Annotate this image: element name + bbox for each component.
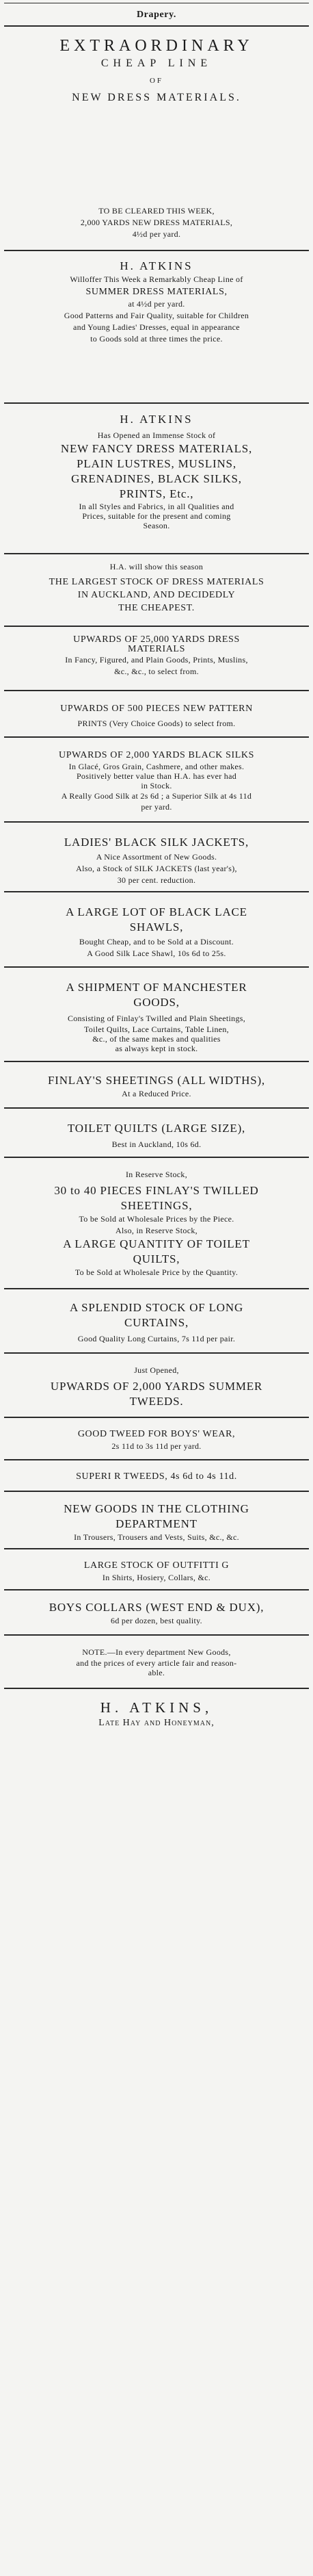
opened-line-2: NEW FANCY DRESS MATERIALS, [60, 442, 253, 455]
cleared-line-3: 4½d per yard. [132, 229, 181, 239]
superior-line-1: SUPERI R TWEEDS, 4s 6d to 4s 11d. [76, 1471, 237, 1482]
outfitting-line-1: LARGE STOCK OF OUTFITTI G [83, 1560, 230, 1571]
divider [4, 1459, 309, 1460]
divider [4, 1491, 309, 1492]
black-silks-line-4: in Stock. [141, 781, 172, 790]
upwards-500-line-2: PRINTS (Very Choice Goods) to select from. [77, 719, 236, 728]
clothing-line-2: DEPARTMENT [115, 1517, 198, 1530]
jackets-line-4: 30 per cent. reduction. [117, 875, 196, 885]
reserve-block [5, 1169, 308, 1278]
shawls-block [5, 905, 308, 959]
opened-line-7: Prices, suitable for the present and coming [82, 511, 231, 521]
opened-line-6: In all Styles and Fabrics, in all Qualities and [79, 502, 234, 511]
divider [4, 891, 309, 892]
divider [4, 1107, 309, 1109]
black-silks-line-5: A Really Good Silk at 2s 6d ; a Superior Silk at 4s 11d [61, 791, 252, 801]
manchester-line-4: Toilet Quilts, Lace Curtains, Table Linen, [84, 1025, 229, 1034]
jackets-line-2: A Nice Assortment of New Goods. [96, 852, 217, 862]
reserve-line-7: QUILTS, [133, 1252, 180, 1265]
summer-line-1: Willoffer This Week a Remarkably Cheap Line of [70, 274, 243, 284]
opened-line-1: Has Opened an Immense Stock of [97, 430, 216, 440]
collars-line-1: BOYS COLLARS (WEST END & DUX), [49, 1601, 264, 1614]
black-silks-block [5, 749, 308, 812]
tweeds-line-3: TWEEDS. [129, 1395, 184, 1408]
boys-tweed-line-1: GOOD TWEED FOR BOYS' WEAR, [77, 1429, 236, 1439]
manchester-line-2: GOODS, [133, 996, 180, 1009]
note-line-1: NOTE.—In every department New Goods, [82, 1647, 231, 1657]
clothing-block [5, 1502, 308, 1543]
manchester-line-5: &c., of the same makes and qualities [92, 1034, 221, 1044]
clothing-line-1: NEW GOODS IN THE CLOTHING [64, 1502, 249, 1515]
jackets-line-1: LADIES' BLACK SILK JACKETS, [64, 836, 249, 849]
divider [4, 250, 309, 251]
note-block [5, 1647, 308, 1677]
footer-block [5, 1699, 308, 1729]
headline [5, 36, 308, 105]
opened-line-4: GRENADINES, BLACK SILKS, [71, 472, 242, 485]
finlay-line-1: FINLAY'S SHEETINGS (ALL WIDTHS), [48, 1074, 265, 1087]
reserve-line-2: 30 to 40 PIECES FINLAY'S TWILLED [54, 1184, 259, 1197]
divider [4, 1061, 309, 1062]
footer-line-2: Late Hay and Honeyman, [98, 1718, 215, 1728]
upwards-25000-line-4: &c., &c., to select from. [114, 667, 199, 676]
show-block [5, 561, 308, 615]
manchester-line-1: A SHIPMENT OF MANCHESTER [66, 981, 247, 994]
headline-line-2: CHEAP LINE [100, 57, 213, 69]
quilts-line-2: Best in Auckland, 10s 6d. [111, 1139, 202, 1149]
reserve-line-8: To be Sold at Wholesale Price by the Quantity. [74, 1267, 239, 1277]
note-line-2: and the prices of every article fair and reason- [76, 1658, 237, 1668]
cleared-line-1: TO BE CLEARED THIS WEEK, [98, 206, 215, 216]
divider [4, 1688, 309, 1689]
reserve-line-3: SHEETINGS, [120, 1199, 193, 1212]
collars-line-2: 6d per dozen, best quality. [111, 1616, 202, 1625]
curtains-line-2: CURTAINS, [124, 1316, 189, 1329]
footer-name: H. ATKINS, [100, 1699, 213, 1716]
upwards-25000-line-1: UPWARDS OF 25,000 YARDS DRESS [73, 634, 240, 645]
divider [4, 736, 309, 738]
summer-line-3: at 4½d per yard. [128, 299, 185, 309]
show-line-3: IN AUCKLAND, AND DECIDEDLY [77, 590, 236, 600]
boys-tweed-line-2: 2s 11d to 3s 11d per yard. [111, 1441, 202, 1451]
clothing-line-3: In Trousers, Trousers and Vests, Suits, &c., &c. [74, 1532, 239, 1542]
headline-line-4: NEW DRESS MATERIALS. [72, 92, 241, 103]
outfitting-line-2: In Shirts, Hosiery, Collars, &c. [102, 1573, 211, 1582]
divider [4, 821, 309, 823]
jackets-line-3: Also, a Stock of SILK JACKETS (last year's), [76, 864, 237, 873]
manchester-block [5, 980, 308, 1053]
reserve-line-1: In Reserve Stock, [125, 1170, 188, 1179]
divider [4, 690, 309, 691]
headline-line-3: OF [149, 77, 164, 85]
black-silks-line-6: per yard. [141, 802, 172, 812]
cleared-line-2: 2,000 YARDS NEW DRESS MATERIALS, [80, 218, 233, 227]
show-line-2: THE LARGEST STOCK OF DRESS MATERIALS [49, 577, 264, 587]
reserve-line-4: To be Sold at Wholesale Prices by the Piece. [79, 1214, 234, 1224]
black-silks-line-1: UPWARDS OF 2,000 YARDS BLACK SILKS [59, 750, 254, 760]
summer-block [5, 259, 308, 345]
tweeds-block [5, 1365, 308, 1409]
headline-line-1: EXTRAORDINARY [59, 37, 254, 55]
upwards-25000-block [5, 635, 308, 678]
reserve-line-6: A LARGE QUANTITY OF TOILET [63, 1237, 250, 1250]
opened-line-5: PRINTS, Etc., [119, 487, 194, 500]
black-silks-line-2: In Glacé, Gros Grain, Cashmere, and other makes. [68, 762, 245, 771]
tweeds-line-1: Just Opened, [134, 1365, 179, 1375]
divider [4, 1634, 309, 1636]
show-line-1: H.A. will show this season [109, 562, 204, 571]
cleared-block [5, 205, 308, 240]
opened-block [5, 412, 308, 530]
upwards-25000-line-2: MATERIALS [128, 644, 185, 654]
black-silks-line-3: Positively better value than H.A. has ever had [76, 771, 237, 781]
boys-tweed-block [5, 1428, 308, 1452]
divider [4, 966, 309, 968]
upwards-500-block [5, 702, 308, 730]
shawls-line-2: SHAWLS, [129, 920, 184, 933]
divider [4, 402, 309, 404]
shawls-line-1: A LARGE LOT OF BLACK LACE [66, 905, 247, 918]
divider [4, 1288, 309, 1289]
curtains-block [5, 1300, 308, 1345]
summer-name: H. ATKINS [120, 259, 193, 272]
reserve-line-5: Also, in Reserve Stock, [115, 1226, 198, 1235]
manchester-line-3: Consisting of Finlay's Twilled and Plain Sheetings, [67, 1014, 246, 1023]
manchester-line-6: as always kept in stock. [115, 1044, 198, 1053]
opened-line-8: Season. [143, 521, 170, 530]
curtains-line-3: Good Quality Long Curtains, 7s 11d per pair. [77, 1334, 236, 1343]
divider [4, 626, 309, 627]
jackets-block [5, 835, 308, 886]
note-line-3: able. [148, 1668, 165, 1677]
tweeds-line-2: UPWARDS OF 2,000 YARDS SUMMER [50, 1380, 263, 1393]
divider [4, 1589, 309, 1590]
superior-block [5, 1470, 308, 1483]
summer-line-4: Good Patterns and Fair Quality, suitable for Children [64, 311, 249, 320]
summer-line-6: to Goods sold at three times the price. [90, 334, 223, 344]
opened-line-3: PLAIN LUSTRES, MUSLINS, [77, 457, 236, 470]
finlay-line-2: At a Reduced Price. [122, 1089, 191, 1098]
quilts-line-1: TOILET QUILTS (LARGE SIZE), [67, 1122, 246, 1135]
curtains-line-1: A SPLENDID STOCK OF LONG [69, 1301, 244, 1314]
divider [4, 1352, 309, 1354]
shawls-line-3: Bought Cheap, and to be Sold at a Discount. [79, 937, 234, 946]
header-rule [4, 25, 309, 27]
section-heading: Drapery. [136, 10, 177, 20]
show-line-4: THE CHEAPEST. [118, 603, 195, 613]
summer-line-2: SUMMER DRESS MATERIALS, [85, 287, 228, 297]
divider [4, 553, 309, 554]
collars-block [5, 1600, 308, 1627]
shawls-line-4: A Good Silk Lace Shawl, 10s 6d to 25s. [87, 949, 226, 958]
finlay-block [5, 1073, 308, 1100]
upwards-25000-line-3: In Fancy, Figured, and Plain Goods, Prints, Muslins, [65, 655, 248, 665]
divider [4, 1157, 309, 1158]
outfitting-block [5, 1559, 308, 1584]
divider [4, 1417, 309, 1418]
opened-name: H. ATKINS [120, 413, 193, 426]
divider [4, 1548, 309, 1549]
quilts-block [5, 1121, 308, 1150]
summer-line-5: and Young Ladies' Dresses, equal in appearance [73, 322, 240, 332]
upwards-500-line-1: UPWARDS OF 500 PIECES NEW PATTERN [60, 704, 253, 714]
